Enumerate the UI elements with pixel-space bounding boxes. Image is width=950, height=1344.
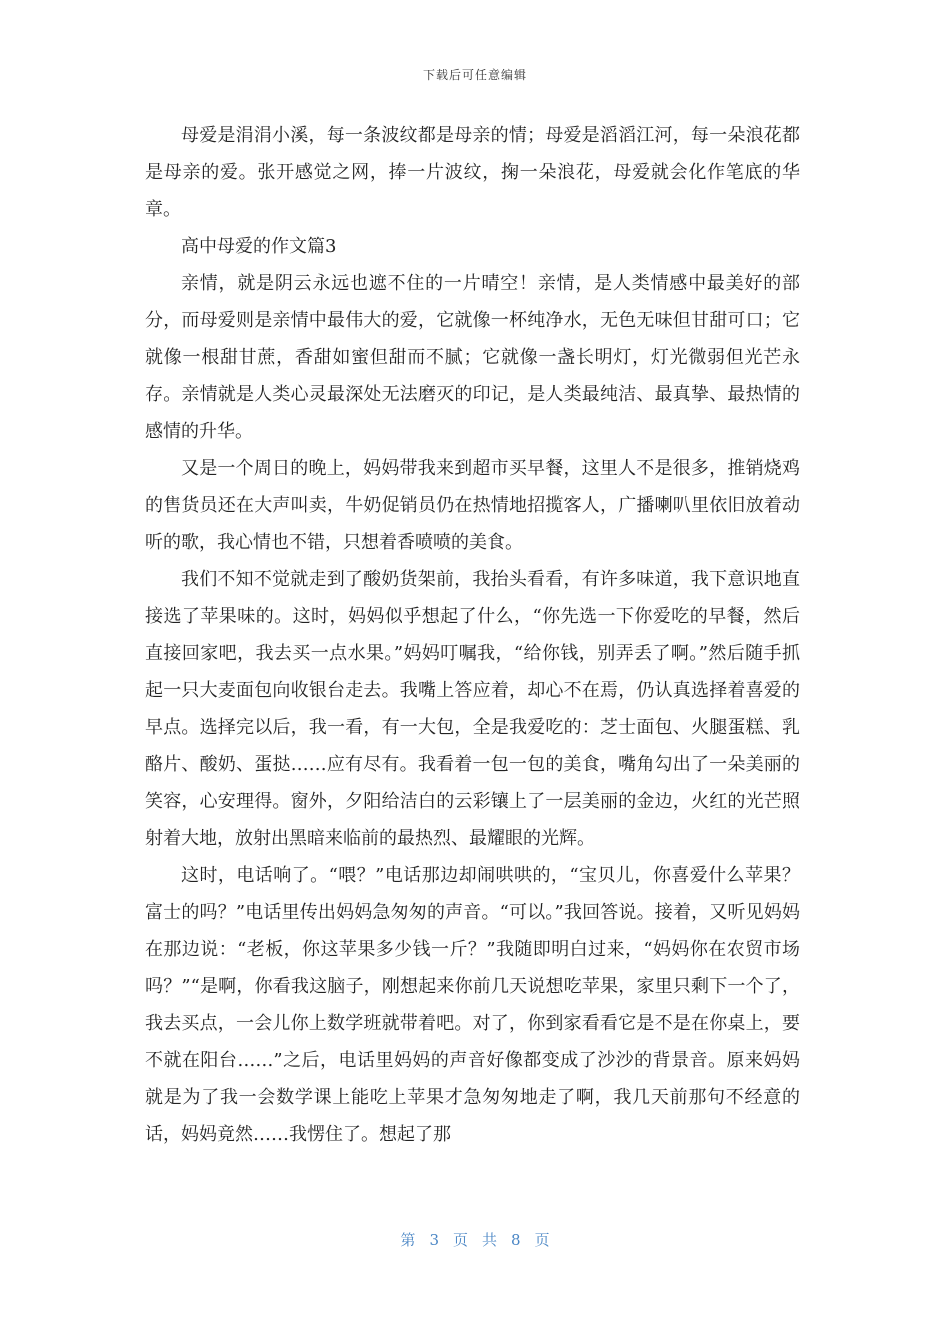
footer-label-page: 第 [400, 1231, 416, 1249]
footer-current-page: 3 [429, 1231, 439, 1249]
paragraph-4: 我们不知不觉就走到了酸奶货架前，我抬头看看，有许多味道，我下意识地直接选了苹果味的。这时，妈妈似乎想起了什么，“你先选一下你爱吃的早餐，然后直接回家吧，我去买一点水果。”妈妈叮嘱我，“给你钱，别弄丢了啊。”然后随手抓起一只大麦面包向收银台走去。我嘴上答应着，却心不在焉，仍认真选择着喜爱的早点。选择完以后，我一看，有一大包，全是我爱吃的：芝士面包、火腿蛋糕、乳酪片、酸奶、蛋挞……应有尽有。我看着一包一包的美食，嘴角勾出了一朵美丽的笑容，心安理得。窗外，夕阳给洁白的云彩镶上了一层美丽的金边，火红的光芒照射着大地，放射出黑暗来临前的最热烈、最耀眼的光辉。 [145, 569, 800, 849]
section-heading: 高中母爱的作文篇3 [181, 236, 337, 257]
footer-label-total-unit: 页 [534, 1231, 550, 1249]
paragraph-5: 这时，电话响了。“喂？”电话那边却闹哄哄的，“宝贝儿，你喜爱什么苹果？富士的吗？”电话里传出妈妈急匆匆的声音。“可以。”我回答说。接着，又听见妈妈在那边说：“老板，你这苹果多少钱一斤？”我随即明白过来，“妈妈你在农贸市场吗？”“是啊，你看我这脑子，刚想起来你前几天说想吃苹果，家里只剩下一个了，我去买点，一会儿你上数学班就带着吧。对了，你到家看看它是不是在你桌上，要不就在阳台……”之后，电话里妈妈的声音好像都变成了沙沙的背景音。原来妈妈就是为了我一会数学课上能吃上苹果才急匆匆地走了啊，我几天前那句不经意的话，妈妈竟然……我愣住了。想起了那 [145, 865, 800, 1145]
document-body [145, 117, 800, 1153]
page-footer [0, 1229, 950, 1250]
paragraph-3: 又是一个周日的晚上，妈妈带我来到超市买早餐，这里人不是很多，推销烧鸡的售货员还在大声叫卖，牛奶促销员仍在热情地招揽客人，广播喇叭里依旧放着动听的歌，我心情也不错，只想着香喷喷的美食。 [145, 458, 800, 553]
paragraph-1: 母爱是涓涓小溪，每一条波纹都是母亲的情；母爱是滔滔江河，每一朵浪花都是母亲的爱。张开感觉之网，捧一片波纹，掬一朵浪花，母爱就会化作笔底的华章。 [145, 125, 800, 220]
footer-total-pages: 8 [511, 1231, 521, 1249]
paragraph-2: 亲情，就是阴云永远也遮不住的一片晴空！亲情，是人类情感中最美好的部分，而母爱则是亲情中最伟大的爱，它就像一杯纯净水，无色无味但甘甜可口；它就像一根甜甘蔗，香甜如蜜但甜而不腻；它就像一盏长明灯，灯光微弱但光芒永存。亲情就是人类心灵最深处无法磨灭的印记，是人类最纯洁、最真挚、最热情的感情的升华。 [145, 273, 800, 442]
page-header: 下载后可任意编辑 [422, 68, 527, 82]
footer-label-total: 共 [482, 1231, 498, 1249]
footer-label-page-unit: 页 [452, 1231, 468, 1249]
